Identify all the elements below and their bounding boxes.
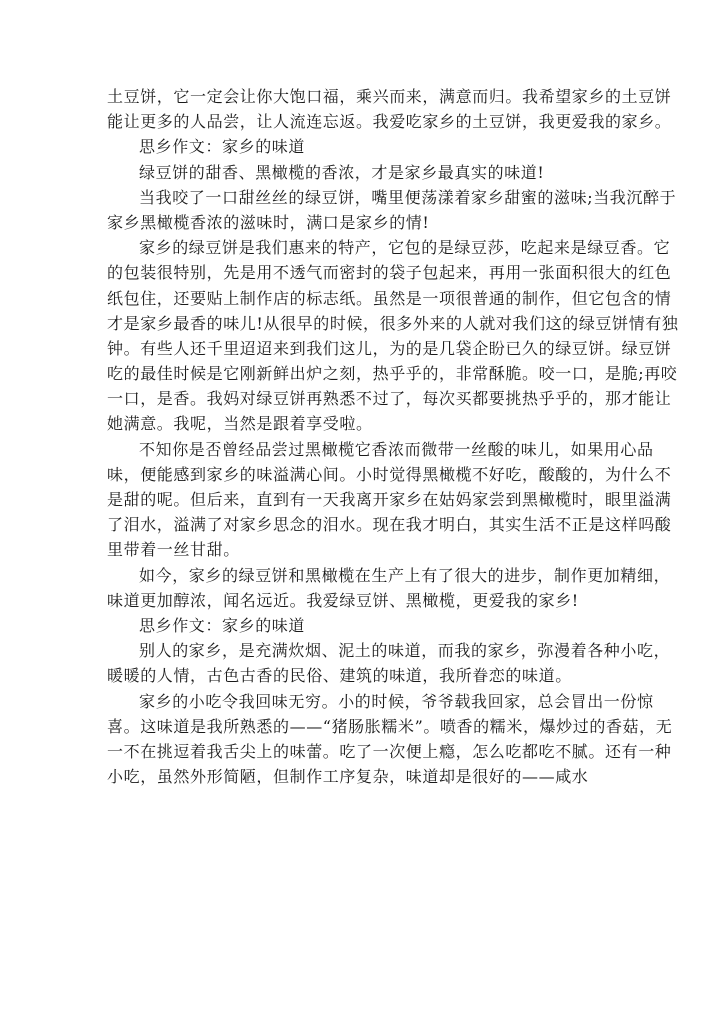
text-line: 别人的家乡，是充满炊烟、泥土的味道，而我的家乡，弥漫着各种小吃， — [139, 641, 671, 661]
text-line: 能让更多的人品尝，让人流连忘返。我爱吃家乡的土豆饼，我更爱我的家乡。 — [107, 112, 672, 132]
text-line: 味道更加醇浓，闻名远近。我爱绿豆饼、黑橄榄，更爱我的家乡! — [107, 590, 579, 610]
text-line: 味，便能感到家乡的味溢满心间。小时觉得黑橄榄不好吃，酸酸的，为什么不 — [107, 464, 672, 484]
text-line: 一不在挑逗着我舌尖上的味蕾。吃了一次便上瘾，怎么吃都吃不腻。还有一种 — [107, 741, 672, 761]
text-line: 家乡黑橄榄香浓的滋味时，满口是家乡的情! — [107, 212, 430, 232]
text-line: 土豆饼，它一定会让你大饱口福，乘兴而来，满意而归。我希望家乡的土豆饼 — [107, 87, 672, 106]
body-text — [107, 84, 679, 789]
text-line: 绿豆饼的甜香、黑橄榄的香浓，才是家乡最真实的味道! — [139, 162, 545, 182]
text-line: 不知你是否曾经品尝过黑橄榄它香浓而微带一丝酸的味儿，如果用心品 — [139, 439, 654, 459]
text-line: 她满意。我呢，当然是跟着享受啦。 — [107, 414, 373, 434]
text-line: 的包装很特别，先是用不透气而密封的袋子包起来，再用一张面积很大的红色 — [107, 263, 672, 283]
text-line: 吃的最佳时候是它刚新鲜出炉之刻，热乎乎的，非常酥脆。咬一口，是脆;再咬 — [107, 364, 678, 384]
text-line: 当我咬了一口甜丝丝的绿豆饼，嘴里便荡漾着家乡甜蜜的滋味;当我沉醉于 — [139, 187, 677, 207]
text-line: 思乡作文：家乡的味道 — [139, 137, 306, 157]
text-line: 一口，是香。我妈对绿豆饼再熟悉不过了，每次买都要挑热乎乎的，那才能让 — [107, 389, 672, 409]
text-line: 钟。有些人还千里迢迢来到我们这儿，为的是几袋企盼已久的绿豆饼。绿豆饼 — [107, 338, 672, 358]
text-line: 小吃，虽然外形简陋，但制作工序复杂，味道却是很好的——咸水 — [107, 767, 589, 787]
text-line: 喜。这味道是我所熟悉的——“猪肠胀糯米”。喷香的糯米，爆炒过的香菇，无 — [107, 716, 673, 736]
text-line: 暖暖的人情，古色古香的民俗、建筑的味道，我所眷恋的味道。 — [107, 666, 572, 686]
text-line: 家乡的绿豆饼是我们惠来的特产，它包的是绿豆莎，吃起来是绿豆香。它 — [139, 238, 671, 258]
text-line: 思乡作文：家乡的味道 — [139, 615, 306, 635]
text-line: 如今，家乡的绿豆饼和黑橄榄在生产上有了很大的进步，制作更加精细， — [139, 565, 671, 585]
text-line: 纸包住，还要贴上制作店的标志纸。虽然是一项很普通的制作，但它包含的情 — [107, 288, 672, 308]
text-line: 里带着一丝甘甜。 — [107, 540, 240, 560]
text-line: 才是家乡最香的味儿!从很早的时候，很多外来的人就对我们这的绿豆饼情有独 — [107, 313, 679, 333]
text-line: 是甜的呢。但后来，直到有一天我离开家乡在姑妈家尝到黑橄榄时，眼里溢满 — [107, 490, 672, 509]
text-line: 了泪水，溢满了对家乡思念的泪水。现在我才明白，其实生活不正是这样吗酸 — [107, 515, 672, 535]
text-line: 家乡的小吃令我回味无穷。小的时候，爷爷载我回家，总会冒出一份惊 — [139, 691, 654, 711]
